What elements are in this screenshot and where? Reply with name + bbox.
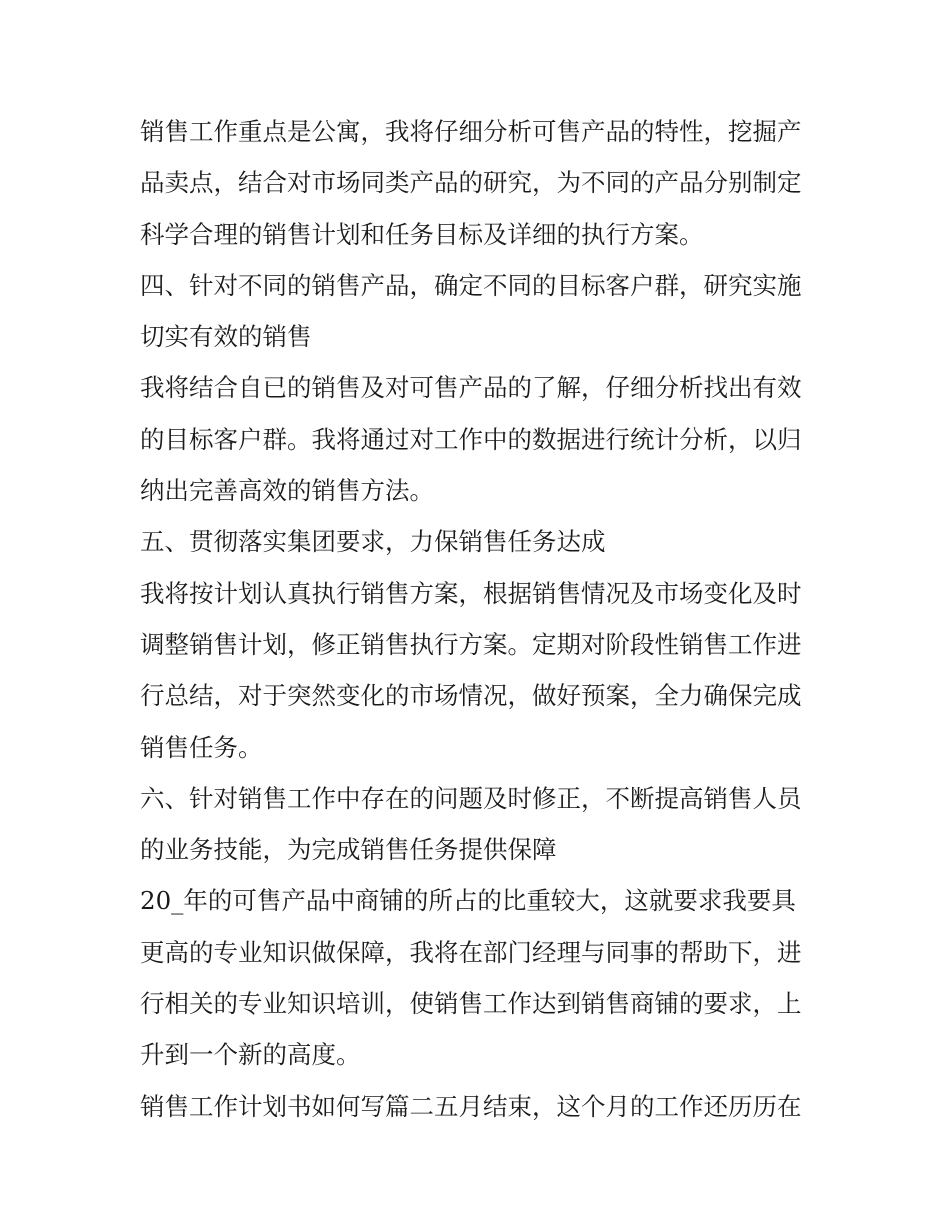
text-line: 升到一个新的高度。 bbox=[140, 1040, 361, 1070]
section-heading-6-cont: 的业务技能，为完成销售任务提供保障 bbox=[140, 835, 557, 865]
text-line: 销售工作计划书如何写篇二五月结束，这个月的工作还历历在 bbox=[140, 1091, 802, 1121]
text-line: 销售工作重点是公寓，我将仔细分析可售产品的特性，挖掘产 bbox=[140, 117, 802, 146]
text-line: 的目标客户群。我将通过对工作中的数据进行统计分析，以归 bbox=[140, 424, 802, 454]
text-line: 品卖点，结合对市场同类产品的研究，为不同的产品分别制定 bbox=[140, 168, 802, 198]
text-line: 调整销售计划，修正销售执行方案。定期对阶段性销售工作进 bbox=[140, 629, 802, 659]
section-heading-4: 四、针对不同的销售产品，确定不同的目标客户群，研究实施 bbox=[140, 270, 802, 300]
text-line: 我将按计划认真执行销售方案，根据销售情况及市场变化及时 bbox=[140, 578, 802, 608]
section-heading-4-cont: 切实有效的销售 bbox=[140, 322, 312, 352]
text-line: 20_年的可售产品中商铺的所占的比重较大，这就要求我要具 bbox=[140, 886, 796, 916]
text-line: 我将结合自已的销售及对可售产品的了解，仔细分析找出有效 bbox=[140, 373, 802, 403]
text-line: 更高的专业知识做保障，我将在部门经理与同事的帮助下，进 bbox=[140, 937, 802, 967]
section-heading-6: 六、针对销售工作中存在的问题及时修正，不断提高销售人员 bbox=[140, 783, 802, 813]
text-line: 行总结，对于突然变化的市场情况，做好预案，全力确保完成 bbox=[140, 681, 802, 711]
document-body bbox=[140, 106, 820, 1132]
section-heading-5: 五、贯彻落实集团要求，力保销售任务达成 bbox=[140, 527, 606, 557]
text-line: 销售任务。 bbox=[140, 732, 263, 762]
text-line: 行相关的专业知识培训，使销售工作达到销售商铺的要求，上 bbox=[140, 989, 802, 1019]
text-line: 科学合理的销售计划和任务目标及详细的执行方案。 bbox=[140, 219, 704, 249]
text-line: 纳出完善高效的销售方法。 bbox=[140, 476, 434, 506]
